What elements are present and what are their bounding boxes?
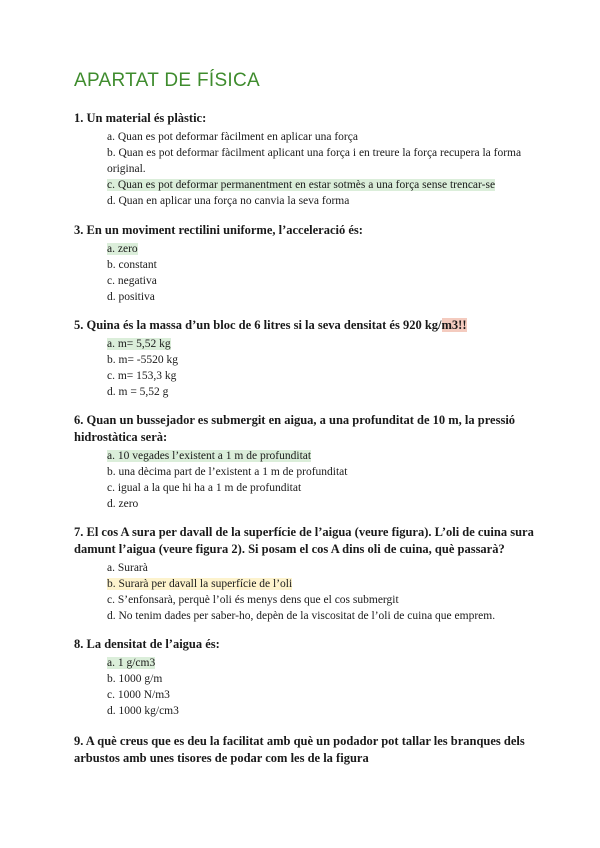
option-8a: a. 1 g/cm3 — [107, 657, 156, 669]
option-8d: d. 1000 kg/cm3 — [107, 705, 179, 717]
question-5-highlight: m3!! — [441, 318, 467, 332]
question-7 — [74, 524, 534, 624]
option-3d: d. positiva — [107, 291, 155, 303]
option-1c: c. Quan es pot deformar permanentment en estar sotmès a una força sense trencar-se — [107, 179, 496, 191]
question-3-options — [74, 241, 534, 305]
question-7-options — [74, 560, 534, 624]
option-5c: c. m= 153,3 kg — [107, 370, 177, 382]
question-5-text: 5. Quina és la massa d’un bloc de 6 litres si la seva densitat és 920 kg/m3!! — [74, 318, 467, 332]
option-6b: b. una dècima part de l’existent a 1 m de profunditat — [107, 466, 348, 478]
option-1a: a. Quan es pot deformar fàcilment en aplicar una força — [107, 131, 358, 143]
question-9 — [74, 733, 534, 767]
question-8-text: 8. La densitat de l’aigua és: — [74, 637, 220, 651]
option-7a: a. Surarà — [107, 562, 148, 574]
option-5b: b. m= -5520 kg — [107, 354, 179, 366]
option-7b: b. Surarà per davall la superfície de l’oli — [107, 578, 293, 590]
question-5 — [74, 317, 534, 400]
question-7-text: 7. El cos A sura per davall de la superfície de l’aigua (veure figura). L’oli de cuina sura damunt l’aigua (veure figura 2). Si posam el cos A dins oli de cuina, què passarà? — [74, 525, 534, 556]
option-7d: d. No tenim dades per saber-ho, depèn de la viscositat de l’oli de cuina que emprem. — [107, 610, 496, 622]
option-6d: d. zero — [107, 498, 139, 510]
question-6-text: 6. Quan un bussejador es submergit en aigua, a una profunditat de 10 m, la pressió hidrostàtica serà: — [74, 413, 516, 444]
option-1d: d. Quan en aplicar una força no canvia la seva forma — [107, 195, 350, 207]
option-3c: c. negativa — [107, 275, 157, 287]
question-1-text: 1. Un material és plàstic: — [74, 111, 207, 125]
question-6-options — [74, 448, 534, 512]
question-5-options — [74, 336, 534, 400]
option-8b: b. 1000 g/m — [107, 673, 163, 685]
question-9-text: 9. A què creus que es deu la facilitat amb què un podador pot tallar les branques dels arbustos amb unes tisores de podar com les de la figura — [74, 734, 525, 765]
option-6c: c. igual a la que hi ha a 1 m de profunditat — [107, 482, 302, 494]
question-1 — [74, 110, 534, 209]
option-1b: b. Quan es pot deformar fàcilment aplicant una força i en treure la força recupera la forma original. — [107, 147, 524, 175]
question-3-text: 3. En un moviment rectilini uniforme, l’acceleració és: — [74, 223, 363, 237]
option-3a: a. zero — [107, 243, 138, 255]
option-5d: d. m = 5,52 g — [107, 386, 169, 398]
question-6 — [74, 412, 534, 512]
question-1-options — [74, 129, 534, 209]
section-title: APARTAT DE FÍSICA — [74, 70, 260, 91]
option-8c: c. 1000 N/m3 — [107, 689, 170, 701]
option-6a: a. 10 vegades l’existent a 1 m de profunditat — [107, 450, 312, 462]
option-7c: c. S’enfonsarà, perquè l’oli és menys dens que el cos submergit — [107, 594, 399, 606]
question-8 — [74, 636, 534, 719]
question-3 — [74, 222, 534, 305]
question-8-options — [74, 655, 534, 719]
option-3b: b. constant — [107, 259, 157, 271]
option-5a: a. m= 5,52 kg — [107, 338, 171, 350]
